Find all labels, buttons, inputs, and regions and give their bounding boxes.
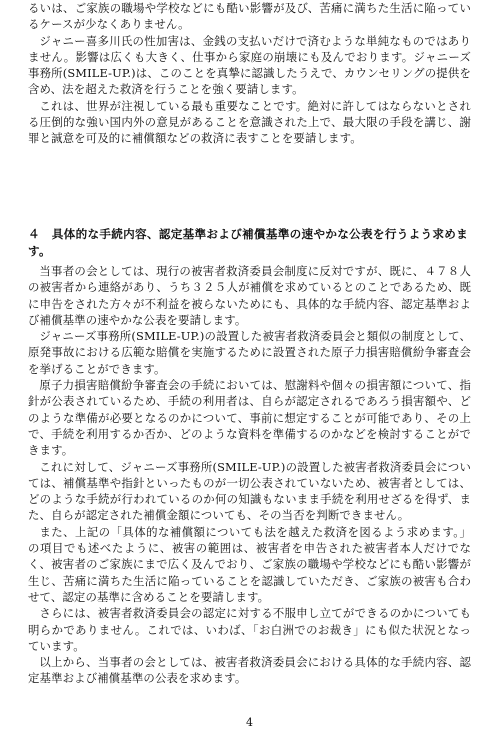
paragraph-victims-count: 当事者の会としては、現行の被害者救済委員会制度に反対ですが、既に、４７８人の被害者から連絡があり、うち３２５人が補償を求めているとのことであるため、既に申告をされた方々が不利益を被らないためにも、具体的な手続内容、認定基準および補償基準の速やかな公表を要請します。: [28, 264, 471, 327]
paragraph-continuation: るいは、ご家族の職場や学校などにも酷い影響が及び、苦痛に満ちた生活に陥っているケースが少なくありません。: [28, 1, 471, 32]
paragraph-similar-system: ジャニーズ事務所(SMILE-UP.)の設置した被害者救済委員会と類似の制度として、原発事故における広範な賠償を実施するために設置された原子力損害賠償紛争審査会を挙げることができます。: [28, 329, 471, 376]
paragraph-sexual-assault-impact: ジャニー喜多川氏の性加害は、金銭の支払いだけで済むような単純なものではありません。影響は広くも大きく、仕事から家庭の崩壊にも及んでおります。ジャニーズ事務所(SMILE-UP.)は、このことを真摯に認識したうえで、カウンセリングの提供を含め、法を超えた救済を行うことを強く要請します。: [28, 33, 471, 97]
paragraph-nuclear-guidelines: 原子力損害賠償紛争審査会の手続においては、慰謝料や個々の損害額について、指針が公表されているため、手続の利用者は、自らが認定されるであろう損害額や、どのような準備が必要となるのかについて、事前に想定することが可能であり、その上で、手続を利用するか否か、どのような資料を準備するのかなどを検討することができます。: [28, 378, 471, 458]
document-page: [28, 0, 471, 736]
paragraph-family-damage: また、上記の「具体的な補償額についても法を越えた救済を図るよう求めます。」の項目でも述べたように、被害の範囲は、被害者を申告された被害者本人だけでなく、被害者のご家族にまで広く及んでおり、ご家族の職場や学校などにも酷い影響が生じ、苦痛に満ちた生活に陥っていることを認識していただき、ご家族の被害も合わせて、認定の基準に含めることを要請します。: [28, 524, 471, 604]
section-body: [28, 263, 471, 687]
paragraph-conclusion: 以上から、当事者の会としては、被害者救済委員会における具体的な手続内容、認定基準および補償基準の公表を求めます。: [28, 655, 471, 686]
page-number: 4: [246, 716, 253, 729]
paragraph-no-standards: これに対して、ジャニーズ事務所(SMILE-UP.)の設置した被害者救済委員会については、補償基準や指針といったものが一切公表されていないため、被害者としては、どのような手続が行われているのか何の知識もないまま手続を利用せざるを得ず、また、自らが認定された補償金額についても、その当否を判断できません。: [28, 459, 471, 523]
intro-section: [28, 0, 471, 147]
section-heading: ４ 具体的な手続内容、認定基準および補償基準の速やかな公表を行うよう求めます。: [28, 227, 469, 258]
paragraph-world-attention: これは、世界が注視している最も重要なことです。絶対に許してはならないとされる圧倒的な強い国内外の意見があることを意識された上で、最大限の手段を講じ、謝罪と誠意を可及的に補償額などの救済に表すことを要請します。: [28, 98, 471, 146]
paragraph-appeal: さらには、被害者救済委員会の認定に対する不服申し立てができるのかについても明らかでありません。これでは、いわば、「お白洲でのお裁き」にも似た状況となっています。: [28, 606, 471, 653]
